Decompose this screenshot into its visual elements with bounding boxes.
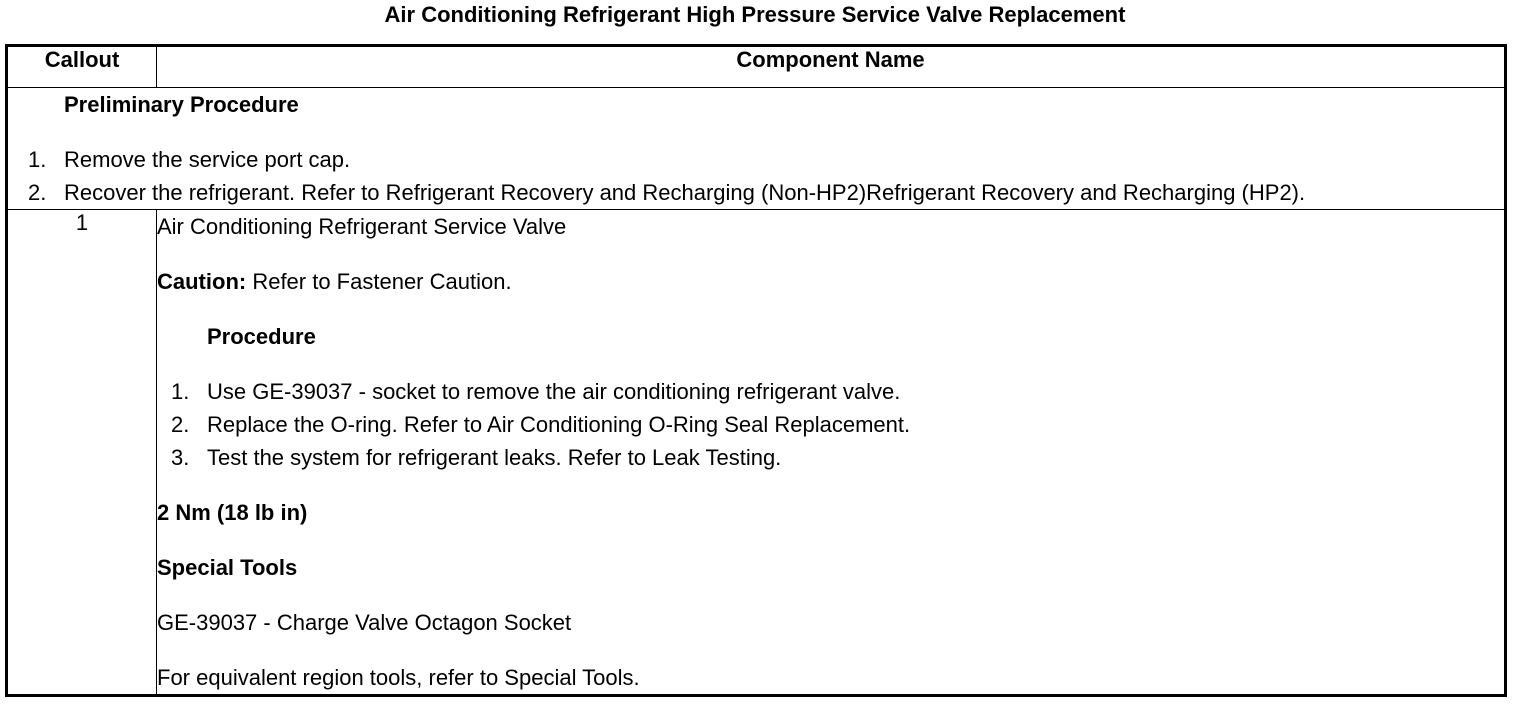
component-name: Air Conditioning Refrigerant Service Valve [157,214,567,239]
step-number: 2. [171,412,190,437]
step-text: Remove the service port cap. [64,147,351,172]
step-number: 1. [28,147,47,172]
equivalent-tools-note: For equivalent region tools, refer to Special Tools. [157,665,640,690]
caution-label: Caution: [157,269,247,294]
step-number: 1. [171,379,190,404]
step-text: Recover the refrigerant. Refer to Refrigerant Recovery and Recharging (Non-HP2)Refrigerant Recovery and Recharging (HP2). [64,180,1306,205]
caution-text: Refer to Fastener Caution. [246,269,512,294]
callout-number: 1 [7,210,157,696]
list-item [8,143,1504,176]
list-item [157,441,1504,474]
callout-header: Callout [7,46,157,88]
special-tools-heading: Special Tools [157,555,298,580]
component-detail-cell [157,210,1506,696]
procedure-heading: Procedure [207,324,316,349]
torque-spec: 2 Nm (18 lb in) [157,500,308,525]
preliminary-row [7,88,1506,210]
list-item [157,408,1504,441]
step-number: 2. [28,180,47,205]
list-item [157,375,1504,408]
special-tool-item: GE-39037 - Charge Valve Octagon Socket [157,610,572,635]
step-number: 3. [171,445,190,470]
table-row [7,210,1506,696]
step-text: Use GE-39037 - socket to remove the air conditioning refrigerant valve. [207,379,901,404]
preliminary-heading: Preliminary Procedure [64,92,299,117]
procedure-table [5,44,1507,697]
document-title: Air Conditioning Refrigerant High Pressure Service Valve Replacement [384,2,1126,27]
caution-note [157,265,1504,298]
step-text: Test the system for refrigerant leaks. Refer to Leak Testing. [207,445,782,470]
component-name-header: Component Name [157,46,1506,88]
step-text: Replace the O-ring. Refer to Air Conditioning O-Ring Seal Replacement. [207,412,911,437]
list-item [8,176,1504,209]
table-header-row [7,46,1506,88]
preliminary-procedure-cell [7,88,1506,210]
